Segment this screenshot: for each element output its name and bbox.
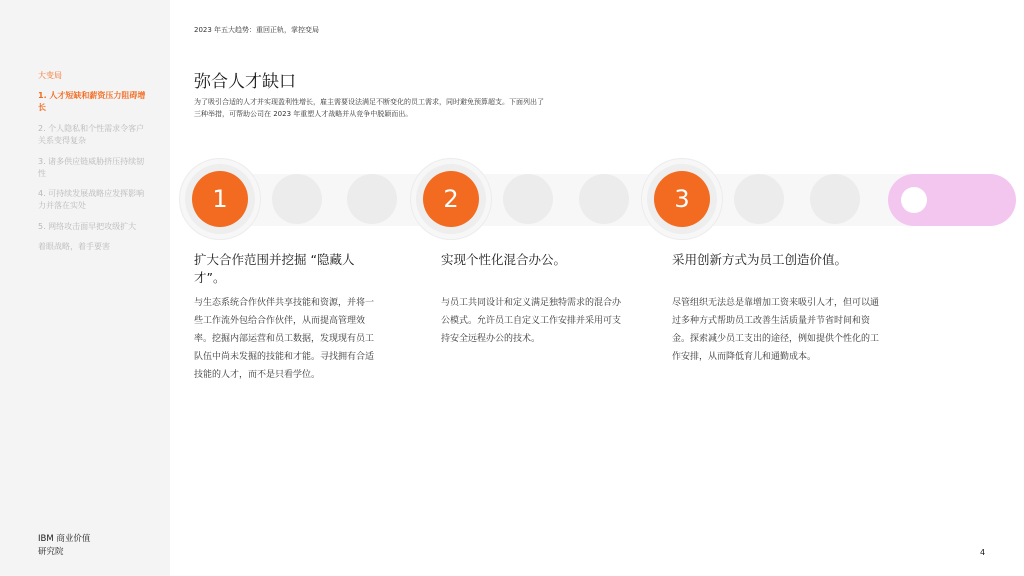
brand-logo-text (38, 533, 90, 559)
brand-line-2: 研究院 (38, 547, 64, 557)
intro-paragraph: 为了吸引合适的人才并实现盈利性增长，雇主需要设法满足不断变化的员工需求，同时避免预算超支。下面列出了三种举措，可帮助公司在 2023 年重塑人才战略并从竞争中脱颖而出。 (194, 98, 544, 118)
step-2-number: 2 (423, 171, 479, 227)
timeline-end-dot (901, 187, 927, 213)
toc-item-4[interactable]: 4. 可持续发展战略应发挥影响力并落在实处 (38, 189, 145, 210)
step-3-number: 3 (654, 171, 710, 227)
page-number: 4 (980, 548, 986, 557)
step-1-number: 1 (192, 171, 248, 227)
step-2-heading: 实现个性化混合办公。 (441, 252, 567, 267)
timeline-dot (347, 174, 397, 224)
timeline-dot (810, 174, 860, 224)
toc-item-6[interactable]: 着眼战略，着手要害 (38, 242, 110, 251)
step-3-body: 尽管组织无法总是靠增加工资来吸引人才，但可以通过多种方式帮助员工改善生活质量并节省时间和资金。探索减少员工支出的途径，例如提供个性化的工作安排，从而降低育儿和通勤成本。 (672, 298, 880, 362)
toc-title[interactable]: 大变局 (38, 71, 62, 80)
step-1-heading: 扩大合作范围并挖掘 “隐藏人才”。 (194, 252, 355, 285)
toc-item-5[interactable]: 5. 网络攻击面早把攻级扩大 (38, 222, 137, 231)
toc-item-1[interactable]: 1. 人才短缺和薪资压力阻碍增长 (38, 91, 146, 112)
timeline-dot (579, 174, 629, 224)
step-2-body: 与员工共同设计和定义满足独特需求的混合办公模式。允许员工自定义工作安排并采用可支持安全远程办公的技术。 (441, 298, 622, 344)
brand-line-1: IBM 商业价值 (38, 534, 91, 544)
timeline-dot (272, 174, 322, 224)
sidebar (0, 0, 170, 576)
step-3-heading: 采用创新方式为员工创造价值。 (672, 252, 848, 267)
report-header: 2023 年五大趋势：重回正轨，掌控变局 (194, 26, 320, 34)
page-title: 弥合人才缺口 (194, 72, 296, 92)
timeline-dot (503, 174, 553, 224)
step-1-body: 与生态系统合作伙伴共享技能和资源，并将一些工作流外包给合作伙伴，从而提高管理效率。挖掘内部运营和员工数据，发现现有员工队伍中尚未发掘的技能和才能。寻找拥有合适技能的人才，而不是只看学位。 (194, 298, 375, 380)
toc-item-3[interactable]: 3. 诸多供应链威胁挤压持续韧性 (38, 157, 145, 178)
timeline-dot (734, 174, 784, 224)
toc-item-2[interactable]: 2. 个人隐私和个性需求令客户关系变得复杂 (38, 124, 145, 145)
